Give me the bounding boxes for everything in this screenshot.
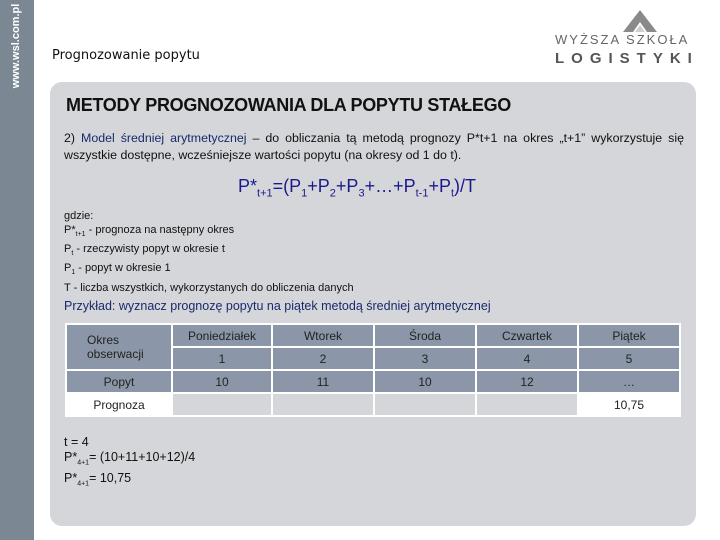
demand-cell: … bbox=[578, 370, 680, 393]
description-paragraph bbox=[64, 130, 684, 164]
def-actual bbox=[64, 242, 354, 261]
day-header: Piątek bbox=[578, 324, 680, 347]
def-sub: 1 bbox=[71, 269, 76, 277]
day-header: Wtorek bbox=[272, 324, 374, 347]
formula-sub: t bbox=[450, 187, 455, 200]
logo-text-top: WYŻSZA SZKOŁA bbox=[555, 32, 690, 47]
calc-line: t = 4 bbox=[64, 435, 89, 449]
day-header: Środa bbox=[374, 324, 476, 347]
period-cell: 4 bbox=[476, 347, 578, 370]
formula bbox=[238, 176, 476, 200]
calc-text: = 10,75 bbox=[89, 470, 132, 485]
period-cell: 2 bbox=[272, 347, 374, 370]
model-name: Model średniej arytmetycznej bbox=[81, 131, 247, 145]
def-forecast bbox=[64, 223, 354, 242]
row-label-demand: Popyt bbox=[66, 370, 172, 393]
forecast-cell bbox=[172, 393, 272, 416]
formula-part: +…+P bbox=[364, 176, 416, 196]
def-text: - popyt w okresie 1 bbox=[75, 262, 171, 275]
calc-sub: 4+1 bbox=[77, 459, 90, 467]
def-count: T - liczba wszystkich, wykorzystanych do obliczenia danych bbox=[64, 281, 354, 294]
formula-sub: t+1 bbox=[257, 187, 273, 200]
formula-sub: 2 bbox=[329, 187, 336, 200]
sidebar-url: www.wsl.com.pl bbox=[10, 3, 22, 89]
calc-symbol: P* bbox=[64, 470, 78, 485]
calc-line bbox=[64, 450, 195, 471]
calc-sub: 4+1 bbox=[77, 480, 90, 487]
def-symbol: P* bbox=[64, 224, 76, 236]
day-header: Poniedziałek bbox=[172, 324, 272, 347]
row-label-forecast: Prognoza bbox=[66, 393, 172, 416]
period-cell: 1 bbox=[172, 347, 272, 370]
def-symbol: P bbox=[64, 262, 72, 275]
defs-heading: gdzie: bbox=[64, 210, 94, 222]
header-title: Prognozowanie popytu bbox=[52, 48, 200, 63]
forecast-cell bbox=[476, 393, 578, 416]
table-row bbox=[66, 393, 680, 416]
formula-sub: 3 bbox=[358, 187, 365, 200]
def-sub: t+1 bbox=[75, 231, 86, 239]
demand-cell: 11 bbox=[272, 370, 374, 393]
def-text: - rzeczywisty popyt w okresie t bbox=[73, 243, 225, 256]
forecast-cell bbox=[374, 393, 476, 416]
logo-mark-icon bbox=[623, 10, 657, 34]
slide-title: METODY PROGNOZOWANIA DLA POPYTU STAŁEGO bbox=[66, 95, 511, 115]
sidebar-strip bbox=[0, 0, 34, 540]
calc-text: = (10+11+10+12)/4 bbox=[89, 450, 196, 464]
calc-symbol: P* bbox=[64, 450, 78, 464]
day-header: Czwartek bbox=[476, 324, 578, 347]
calc-line bbox=[64, 471, 195, 492]
formula-part: )/T bbox=[454, 176, 477, 196]
formula-part: +P bbox=[307, 176, 330, 196]
def-symbol: P bbox=[64, 243, 72, 256]
table-row bbox=[66, 370, 680, 393]
table-row bbox=[66, 324, 680, 347]
formula-sub: t-1 bbox=[415, 187, 429, 200]
def-sub: t bbox=[71, 250, 74, 258]
period-cell: 3 bbox=[374, 347, 476, 370]
def-text: - prognoza na następny okres bbox=[85, 224, 235, 236]
formula-part: +P bbox=[335, 176, 359, 196]
para-text: – do obliczania tą metodą prognozy P*t+1 na okres „t+1” wykorzystuje się wszystkie dostępne, wcześniejsze wartości popytu (na okresy od 1 do t). bbox=[64, 131, 684, 162]
formula-sub: 1 bbox=[301, 187, 308, 200]
formula-part: =(P bbox=[272, 176, 302, 196]
para-prefix: 2) bbox=[64, 131, 81, 145]
definitions bbox=[64, 209, 354, 295]
calculation bbox=[64, 435, 195, 491]
period-cell: 5 bbox=[578, 347, 680, 370]
example-heading: Przykład: wyznacz prognozę popytu na piątek metodą średniej arytmetycznej bbox=[64, 299, 491, 313]
row-label-periods: Okres obserwacji bbox=[66, 324, 172, 370]
university-logo bbox=[555, 10, 705, 70]
formula-part: P* bbox=[238, 176, 258, 196]
forecast-cell bbox=[272, 393, 374, 416]
forecast-cell: 10,75 bbox=[578, 393, 680, 416]
def-period1 bbox=[64, 261, 354, 280]
demand-cell: 10 bbox=[172, 370, 272, 393]
demand-table bbox=[65, 323, 681, 417]
demand-cell: 12 bbox=[476, 370, 578, 393]
formula-part: +P bbox=[428, 176, 451, 196]
logo-text-bottom: LOGISTYKI bbox=[555, 50, 699, 67]
demand-cell: 10 bbox=[374, 370, 476, 393]
